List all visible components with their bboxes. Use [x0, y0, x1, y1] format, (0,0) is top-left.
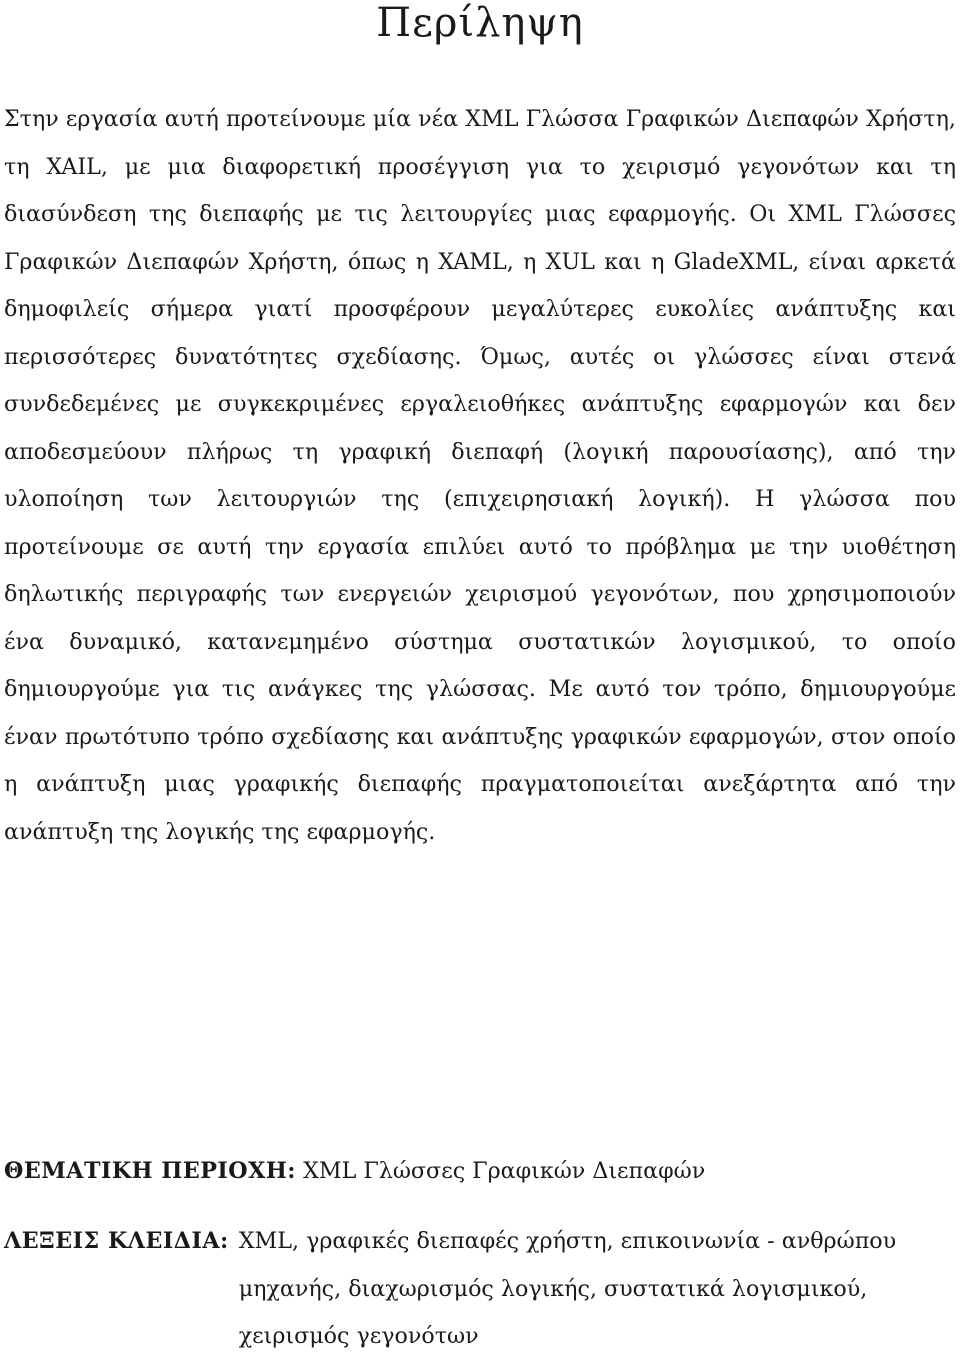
- abstract-paragraph: Στην εργασία αυτή προτείνουμε μία νέα XML Γλώσσα Γραφικών Διεπαφών Χρήστη, τη XAIL, με μια διαφορετική προσέγγιση για το χειρισμό γεγονότων και τη διασύνδεση της διεπαφής με τις λειτουργίες μιας εφαρμογής. Οι XML Γλώσσες Γραφικών Διεπαφών Χρήστη, όπως η XAML, η XUL και η GladeXML, είναι αρκετά δημοφιλείς σήμερα γιατί προσφέρουν μεγαλύτερες ευκολίες ανάπτυξης και περισσότερες δυνατότητες σχεδίασης. Όμως, αυτές οι γλώσσες είναι στενά συνδεδεμένες με συγκεκριμένες εργαλειοθήκες ανάπτυξης εφαρμογών και δεν αποδεσμεύουν πλήρως τη γραφική διεπαφή (λογική παρουσίασης), από την υλοποίηση των λειτουργιών της (επιχειρησιακή λογική). Η γλώσσα που προτείνουμε σε αυτή την εργασία επιλύει αυτό το πρόβλημα με την υιοθέτηση δηλωτικής περιγραφής των ενεργειών χειρισμού γεγονότων, που χρησιμοποιούν ένα δυναμικό, κατανεμημένο σύστημα συστατικών λογισμικού, το οποίο δημιουργούμε για τις ανάγκες της γλώσσας. Με αυτό τον τρόπο, δημιουργούμε έναν πρωτότυπο τρόπο σχεδίασης και ανάπτυξης γραφικών εφαρμογών, στον οποίο η ανάπτυξη μιας γραφικής διεπαφής πραγματοποιείται ανεξάρτητα από την ανάπτυξη της λογικής της εφαρμογής.: [4, 106, 956, 845]
- keywords-row: [4, 1218, 956, 1361]
- topic-label: ΘΕΜΑΤΙΚΗ ΠΕΡΙΟΧΗ:: [4, 1158, 296, 1184]
- topic-row: [4, 1148, 956, 1196]
- topic-value: XML Γλώσσες Γραφικών Διεπαφών: [303, 1158, 706, 1184]
- keywords-value: XML, γραφικές διεπαφές χρήστη, επικοινωνία - ανθρώπου μηχανής, διαχωρισμός λογικής, συστατικά λογισμικού, χειρισμός γεγονότων: [238, 1228, 897, 1349]
- page-title: Περίληψη: [376, 0, 584, 46]
- keywords-label: ΛΕΞΕΙΣ ΚΛΕΙΔΙΑ:: [4, 1228, 229, 1254]
